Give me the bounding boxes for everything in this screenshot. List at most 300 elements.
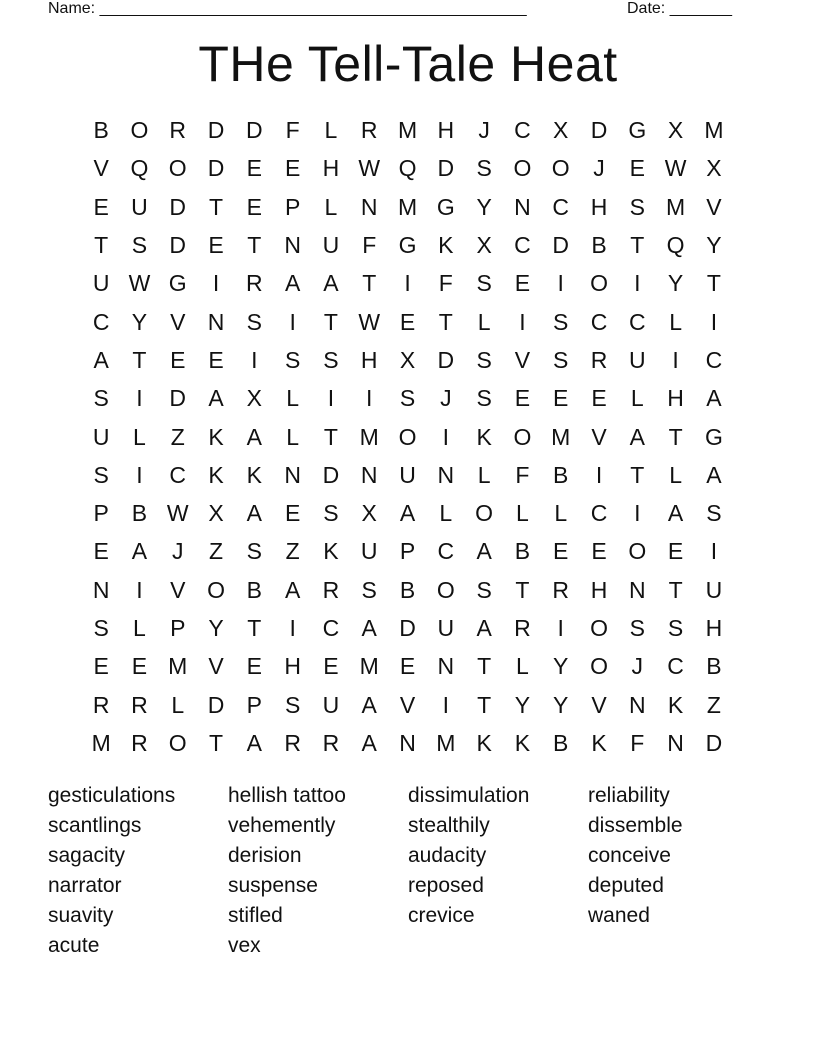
grid-letter[interactable]: U — [322, 232, 340, 259]
grid-letter[interactable]: G — [628, 117, 647, 144]
grid-letter[interactable]: E — [284, 500, 301, 527]
grid-letter[interactable]: E — [514, 270, 531, 297]
grid-letter[interactable]: B — [553, 461, 569, 488]
grid-letter[interactable]: E — [667, 538, 684, 565]
grid-letter[interactable]: I — [557, 270, 564, 297]
grid-letter[interactable]: R — [552, 576, 570, 603]
grid-letter[interactable]: Y — [553, 653, 569, 680]
grid-letter[interactable]: E — [246, 155, 262, 182]
grid-letter[interactable]: Z — [170, 423, 185, 450]
grid-letter[interactable]: D — [590, 117, 608, 144]
grid-letter[interactable]: H — [590, 193, 608, 220]
grid-letter[interactable]: S — [399, 385, 416, 412]
grid-letter[interactable]: D — [322, 461, 340, 488]
grid-letter[interactable]: R — [92, 691, 110, 718]
grid-letter[interactable]: V — [170, 576, 186, 603]
grid-letter[interactable]: A — [476, 615, 492, 641]
grid-letter[interactable]: I — [672, 346, 679, 373]
grid-letter[interactable]: B — [131, 500, 148, 527]
grid-letter[interactable]: I — [557, 615, 564, 641]
grid-letter[interactable]: R — [131, 691, 148, 718]
grid-letter[interactable]: E — [246, 653, 262, 680]
grid-letter[interactable]: L — [669, 308, 682, 335]
grid-letter[interactable]: C — [92, 308, 110, 335]
grid-letter[interactable]: E — [553, 385, 569, 412]
grid-letter[interactable]: K — [438, 232, 454, 259]
grid-letter[interactable]: T — [668, 576, 683, 603]
grid-letter[interactable]: C — [514, 232, 531, 259]
grid-letter[interactable]: M — [168, 653, 188, 680]
grid-letter[interactable]: R — [590, 346, 608, 373]
grid-letter[interactable]: A — [361, 615, 377, 641]
grid-letter[interactable]: D — [437, 346, 455, 373]
grid-letter[interactable]: B — [93, 117, 109, 144]
grid-letter[interactable]: L — [554, 500, 568, 527]
grid-letter[interactable]: L — [669, 461, 682, 488]
grid-letter[interactable]: S — [323, 346, 339, 373]
grid-letter[interactable]: G — [436, 193, 455, 220]
grid-letter[interactable]: L — [324, 193, 338, 220]
grid-letter[interactable]: V — [399, 691, 416, 718]
grid-letter[interactable]: S — [246, 538, 262, 565]
grid-letter[interactable]: I — [251, 346, 258, 373]
grid-letter[interactable]: L — [133, 615, 146, 641]
grid-letter[interactable]: V — [591, 691, 607, 718]
grid-letter[interactable]: A — [667, 500, 684, 527]
grid-letter[interactable]: X — [476, 232, 492, 259]
grid-letter[interactable]: I — [442, 423, 450, 450]
grid-letter[interactable]: W — [664, 155, 687, 182]
grid-letter[interactable]: R — [284, 729, 301, 756]
grid-row — [82, 456, 733, 494]
grid-letter[interactable]: I — [327, 385, 335, 412]
grid-letter[interactable]: U — [399, 461, 416, 488]
grid-letter[interactable]: E — [399, 308, 416, 335]
grid-letter[interactable]: S — [131, 232, 148, 259]
grid-letter[interactable]: E — [93, 193, 109, 220]
grid-letter[interactable]: D — [169, 193, 187, 220]
grid-letter[interactable]: S — [629, 193, 645, 220]
grid-letter[interactable]: Z — [706, 691, 721, 718]
grid-letter[interactable]: D — [437, 155, 455, 182]
grid-letter[interactable]: T — [438, 308, 453, 335]
grid-letter[interactable]: P — [399, 538, 416, 565]
grid-letter[interactable]: A — [706, 461, 722, 488]
grid-letter[interactable]: D — [169, 232, 187, 259]
grid-letter[interactable]: A — [629, 423, 645, 450]
grid-letter[interactable]: O — [551, 155, 570, 182]
grid-letter[interactable]: Y — [208, 615, 224, 641]
grid-letter[interactable]: K — [476, 423, 492, 450]
grid-letter[interactable]: A — [323, 270, 339, 297]
grid-letter[interactable]: N — [628, 691, 646, 718]
grid-letter[interactable]: N — [284, 232, 301, 259]
grid-letter[interactable]: O — [168, 729, 187, 756]
grid-letter[interactable]: T — [668, 423, 683, 450]
grid-letter[interactable]: O — [590, 270, 608, 297]
grid-letter[interactable]: V — [93, 155, 109, 182]
grid-letter[interactable]: N — [437, 461, 455, 488]
grid-letter[interactable]: O — [590, 615, 608, 641]
grid-letter[interactable]: C — [552, 193, 570, 220]
grid-letter[interactable]: L — [516, 500, 529, 527]
grid-letter[interactable]: B — [246, 576, 262, 603]
grid-letter[interactable]: J — [631, 653, 644, 680]
grid-letter[interactable]: O — [398, 423, 417, 450]
grid-letter[interactable]: D — [207, 117, 225, 144]
grid-letter[interactable]: C — [514, 117, 531, 144]
grid-letter[interactable]: L — [516, 653, 529, 680]
grid-letter[interactable]: E — [399, 653, 416, 680]
grid-letter[interactable]: U — [705, 576, 723, 603]
grid-letter[interactable]: Q — [130, 155, 149, 182]
grid-letter[interactable]: P — [170, 615, 186, 641]
grid-letter[interactable]: X — [553, 117, 569, 144]
grid-letter[interactable]: F — [438, 270, 453, 297]
grid-letter[interactable]: C — [705, 346, 723, 373]
grid-letter[interactable]: R — [322, 729, 340, 756]
grid-letter[interactable]: T — [362, 270, 377, 297]
grid-letter[interactable]: N — [360, 193, 378, 220]
grid-letter[interactable]: Z — [285, 538, 300, 565]
grid-letter[interactable]: G — [398, 232, 417, 259]
grid-letter[interactable]: A — [131, 538, 148, 565]
grid-letter[interactable]: T — [630, 232, 645, 259]
grid-letter[interactable]: Y — [553, 691, 569, 718]
grid-letter[interactable]: C — [437, 538, 455, 565]
grid-letter[interactable]: K — [514, 729, 531, 756]
grid-letter[interactable]: R — [169, 117, 187, 144]
grid-letter[interactable]: S — [476, 346, 492, 373]
grid-letter[interactable]: S — [93, 615, 109, 641]
grid-letter[interactable]: A — [284, 576, 301, 603]
grid-letter[interactable]: M — [359, 653, 379, 680]
grid-letter[interactable]: M — [551, 423, 571, 450]
name-field[interactable]: Name: ________________________________________________ — [48, 0, 527, 17]
grid-letter[interactable]: C — [667, 653, 684, 680]
grid-letter[interactable]: L — [286, 423, 300, 450]
grid-letter[interactable]: L — [133, 423, 146, 450]
grid-letter[interactable]: I — [710, 308, 718, 335]
word-item: vehemently — [228, 814, 336, 837]
grid-letter[interactable]: U — [92, 270, 110, 297]
grid-letter[interactable]: T — [209, 729, 224, 756]
grid-letter[interactable]: O — [475, 500, 494, 527]
grid-row — [82, 226, 733, 264]
grid-letter[interactable]: I — [136, 576, 143, 603]
grid-letter[interactable]: C — [322, 615, 340, 641]
grid-letter[interactable]: N — [667, 729, 684, 756]
grid-letter[interactable]: D — [399, 615, 416, 641]
grid-letter[interactable]: I — [442, 691, 450, 718]
grid-letter[interactable]: H — [667, 385, 684, 412]
grid-letter[interactable]: C — [590, 308, 608, 335]
grid-letter[interactable]: V — [591, 423, 607, 450]
grid-letter[interactable]: E — [131, 653, 148, 680]
grid-letter[interactable]: S — [476, 385, 492, 412]
grid-letter[interactable]: U — [322, 691, 340, 718]
grid-letter[interactable]: T — [477, 691, 492, 718]
grid-letter[interactable]: K — [591, 729, 607, 756]
grid-letter[interactable]: O — [207, 576, 225, 603]
word-item: narrator — [48, 874, 122, 897]
grid-letter[interactable]: X — [361, 500, 377, 527]
grid-letter[interactable]: M — [704, 117, 724, 144]
grid-row — [82, 724, 733, 762]
grid-letter[interactable]: J — [171, 538, 184, 565]
grid-letter[interactable]: N — [207, 308, 225, 335]
grid-letter[interactable]: V — [170, 308, 186, 335]
grid-letter[interactable]: L — [439, 500, 453, 527]
grid-letter[interactable]: H — [284, 653, 301, 680]
grid-letter[interactable]: B — [706, 653, 722, 680]
grid-letter[interactable]: R — [246, 270, 263, 297]
grid-letter[interactable]: J — [478, 117, 490, 144]
grid-letter[interactable]: T — [515, 576, 530, 603]
grid-letter[interactable]: M — [436, 729, 456, 756]
grid-letter[interactable]: P — [246, 691, 262, 718]
grid-letter[interactable]: O — [628, 538, 647, 565]
grid-letter[interactable]: H — [360, 346, 378, 373]
grid-letter[interactable]: S — [476, 576, 492, 603]
grid-letter[interactable]: I — [519, 308, 526, 335]
grid-letter[interactable]: M — [397, 193, 418, 220]
grid-letter[interactable]: N — [628, 576, 646, 603]
grid-letter[interactable]: A — [476, 538, 492, 565]
grid-letter[interactable]: S — [323, 500, 339, 527]
grid-letter[interactable]: L — [324, 117, 338, 144]
grid-letter[interactable]: V — [514, 346, 531, 373]
grid-letter[interactable]: P — [284, 193, 301, 220]
grid-letter[interactable]: C — [628, 308, 646, 335]
grid-letter[interactable]: E — [591, 385, 607, 412]
grid-letter[interactable]: E — [93, 538, 109, 565]
grid-letter[interactable]: F — [515, 461, 530, 488]
grid-letter[interactable]: N — [399, 729, 416, 756]
grid-letter[interactable]: J — [593, 155, 605, 182]
grid-letter[interactable]: O — [513, 423, 532, 450]
grid-letter[interactable]: L — [286, 385, 300, 412]
grid-letter[interactable]: O — [436, 576, 455, 603]
grid-letter[interactable]: X — [667, 117, 684, 144]
grid-letter[interactable]: K — [476, 729, 492, 756]
grid-letter[interactable]: V — [706, 193, 722, 220]
grid-letter[interactable]: U — [92, 423, 110, 450]
grid-letter[interactable]: Y — [706, 232, 722, 259]
grid-letter[interactable]: L — [171, 691, 185, 718]
grid-letter[interactable]: S — [246, 308, 262, 335]
grid-letter[interactable]: M — [397, 117, 418, 144]
grid-letter[interactable]: D — [169, 385, 187, 412]
grid-letter[interactable]: A — [284, 270, 301, 297]
grid-letter[interactable]: L — [477, 308, 491, 335]
grid-letter[interactable]: S — [706, 500, 722, 527]
grid-letter[interactable]: T — [132, 346, 147, 373]
grid-letter[interactable]: D — [705, 729, 723, 756]
grid-letter[interactable]: I — [404, 270, 411, 297]
grid-letter[interactable]: U — [437, 615, 455, 641]
grid-letter[interactable]: Z — [209, 538, 224, 565]
grid-letter[interactable]: E — [208, 232, 224, 259]
grid-letter[interactable]: U — [131, 193, 148, 220]
word-item: suspense — [228, 874, 318, 897]
grid-letter[interactable]: D — [246, 117, 263, 144]
grid-letter[interactable]: S — [284, 691, 301, 718]
grid-letter[interactable]: E — [284, 155, 301, 182]
grid-letter[interactable]: Y — [131, 308, 148, 335]
grid-letter[interactable]: K — [246, 461, 262, 488]
grid-letter[interactable]: H — [322, 155, 340, 182]
grid-letter[interactable]: K — [323, 538, 339, 565]
word-item: waned — [588, 904, 650, 927]
grid-letter[interactable]: B — [514, 538, 531, 565]
grid-letter[interactable]: I — [595, 461, 603, 488]
grid-letter[interactable]: D — [552, 232, 570, 259]
grid-letter[interactable]: N — [437, 653, 455, 680]
grid-letter[interactable]: T — [323, 423, 338, 450]
grid-letter[interactable]: S — [476, 270, 492, 297]
grid-letter[interactable]: J — [440, 385, 452, 412]
grid-letter[interactable]: I — [634, 500, 641, 527]
grid-letter[interactable]: E — [514, 385, 531, 412]
grid-letter[interactable]: B — [553, 729, 569, 756]
date-field[interactable]: Date: _______ — [627, 0, 732, 17]
grid-letter[interactable]: Y — [514, 691, 531, 718]
grid-letter[interactable]: T — [94, 232, 109, 259]
grid-letter[interactable]: M — [359, 423, 379, 450]
grid-letter[interactable]: Y — [667, 270, 684, 297]
grid-letter[interactable]: W — [128, 270, 151, 297]
grid-letter[interactable]: A — [208, 385, 224, 412]
grid-letter[interactable]: M — [91, 729, 111, 756]
grid-letter[interactable]: A — [706, 385, 722, 412]
grid-letter[interactable]: O — [130, 117, 149, 144]
grid-letter[interactable]: R — [131, 729, 148, 756]
grid-letter[interactable]: E — [553, 538, 569, 565]
grid-letter[interactable]: S — [361, 576, 377, 603]
grid-letter[interactable]: H — [705, 615, 723, 641]
grid-letter[interactable]: R — [322, 576, 340, 603]
grid-letter[interactable]: W — [166, 500, 189, 527]
grid-letter[interactable]: I — [289, 615, 296, 641]
grid-letter[interactable]: S — [553, 308, 569, 335]
grid-letter[interactable]: A — [361, 729, 377, 756]
grid-letter[interactable]: E — [629, 155, 645, 182]
grid-letter[interactable]: T — [630, 461, 645, 488]
grid-letter[interactable]: E — [246, 193, 262, 220]
grid-letter[interactable]: I — [136, 461, 143, 488]
grid-letter[interactable]: R — [360, 117, 378, 144]
grid-letter[interactable]: T — [247, 615, 262, 641]
grid-letter[interactable]: S — [93, 385, 109, 412]
grid-letter[interactable]: E — [208, 346, 224, 373]
grid-letter[interactable]: P — [93, 500, 109, 527]
grid-letter[interactable]: X — [208, 500, 224, 527]
grid-letter[interactable]: K — [208, 461, 224, 488]
grid-letter[interactable]: S — [667, 615, 684, 641]
header — [48, 0, 748, 20]
grid-letter[interactable]: I — [710, 538, 718, 565]
grid-letter[interactable]: D — [207, 155, 225, 182]
grid-letter[interactable]: O — [168, 155, 187, 182]
grid-letter[interactable]: A — [246, 423, 262, 450]
grid-letter[interactable]: W — [358, 155, 381, 182]
grid-letter[interactable]: A — [93, 346, 109, 373]
grid-letter[interactable]: O — [590, 653, 608, 680]
word-item: audacity — [408, 844, 487, 867]
grid-letter[interactable]: Y — [476, 193, 492, 220]
grid-letter[interactable]: I — [634, 270, 641, 297]
grid-letter[interactable]: H — [590, 576, 608, 603]
grid-letter[interactable]: W — [358, 308, 381, 335]
grid-letter[interactable]: S — [93, 461, 109, 488]
grid-letter[interactable]: I — [366, 385, 373, 412]
grid-letter[interactable]: S — [476, 155, 492, 182]
grid-letter[interactable]: L — [477, 461, 491, 488]
grid-letter[interactable]: A — [246, 500, 262, 527]
grid-letter[interactable]: N — [92, 576, 110, 603]
grid-letter[interactable]: X — [706, 155, 722, 182]
grid-letter[interactable]: M — [666, 193, 686, 220]
grid-letter[interactable]: T — [209, 193, 224, 220]
grid-letter[interactable]: C — [590, 500, 608, 527]
grid-letter[interactable]: E — [93, 653, 109, 680]
grid-letter[interactable]: F — [285, 117, 300, 144]
grid-letter[interactable]: E — [591, 538, 607, 565]
grid-letter[interactable]: T — [706, 270, 721, 297]
grid-letter[interactable]: A — [361, 691, 377, 718]
grid-letter[interactable]: T — [477, 653, 492, 680]
grid-letter[interactable]: V — [208, 653, 224, 680]
grid-letter[interactable]: Q — [666, 232, 685, 259]
grid-letter[interactable]: X — [399, 346, 416, 373]
grid-letter[interactable]: G — [168, 270, 187, 297]
grid-letter[interactable]: H — [437, 117, 455, 144]
grid-letter[interactable]: B — [591, 232, 607, 259]
grid-letter[interactable]: U — [628, 346, 646, 373]
grid-letter[interactable]: O — [513, 155, 532, 182]
grid-letter[interactable]: I — [212, 270, 220, 297]
grid-letter[interactable]: X — [246, 385, 262, 412]
grid-letter[interactable]: L — [630, 385, 644, 412]
grid-letter[interactable]: G — [704, 423, 723, 450]
grid-letter[interactable]: I — [136, 385, 143, 412]
grid-letter[interactable]: S — [284, 346, 301, 373]
grid-letter[interactable]: K — [667, 691, 684, 718]
grid-letter[interactable]: D — [207, 691, 225, 718]
grid-letter[interactable]: F — [362, 232, 377, 259]
grid-letter[interactable]: C — [169, 461, 187, 488]
grid-letter[interactable]: R — [514, 615, 531, 641]
grid-letter[interactable]: T — [247, 232, 262, 259]
grid-letter[interactable]: E — [323, 653, 339, 680]
grid-letter[interactable]: F — [630, 729, 645, 756]
grid-letter[interactable]: S — [629, 615, 645, 641]
grid-letter[interactable]: N — [360, 461, 378, 488]
grid-letter[interactable]: Q — [398, 155, 417, 182]
grid-letter[interactable]: U — [360, 538, 378, 565]
grid-letter[interactable]: A — [399, 500, 416, 527]
grid-letter[interactable]: I — [289, 308, 296, 335]
grid-letter[interactable]: E — [170, 346, 186, 373]
grid-letter[interactable]: A — [246, 729, 262, 756]
grid-letter[interactable]: N — [284, 461, 301, 488]
grid-letter[interactable]: B — [399, 576, 416, 603]
grid-letter[interactable]: N — [514, 193, 531, 220]
grid-letter[interactable]: K — [208, 423, 224, 450]
grid-letter[interactable]: T — [323, 308, 338, 335]
grid-letter[interactable]: S — [553, 346, 569, 373]
